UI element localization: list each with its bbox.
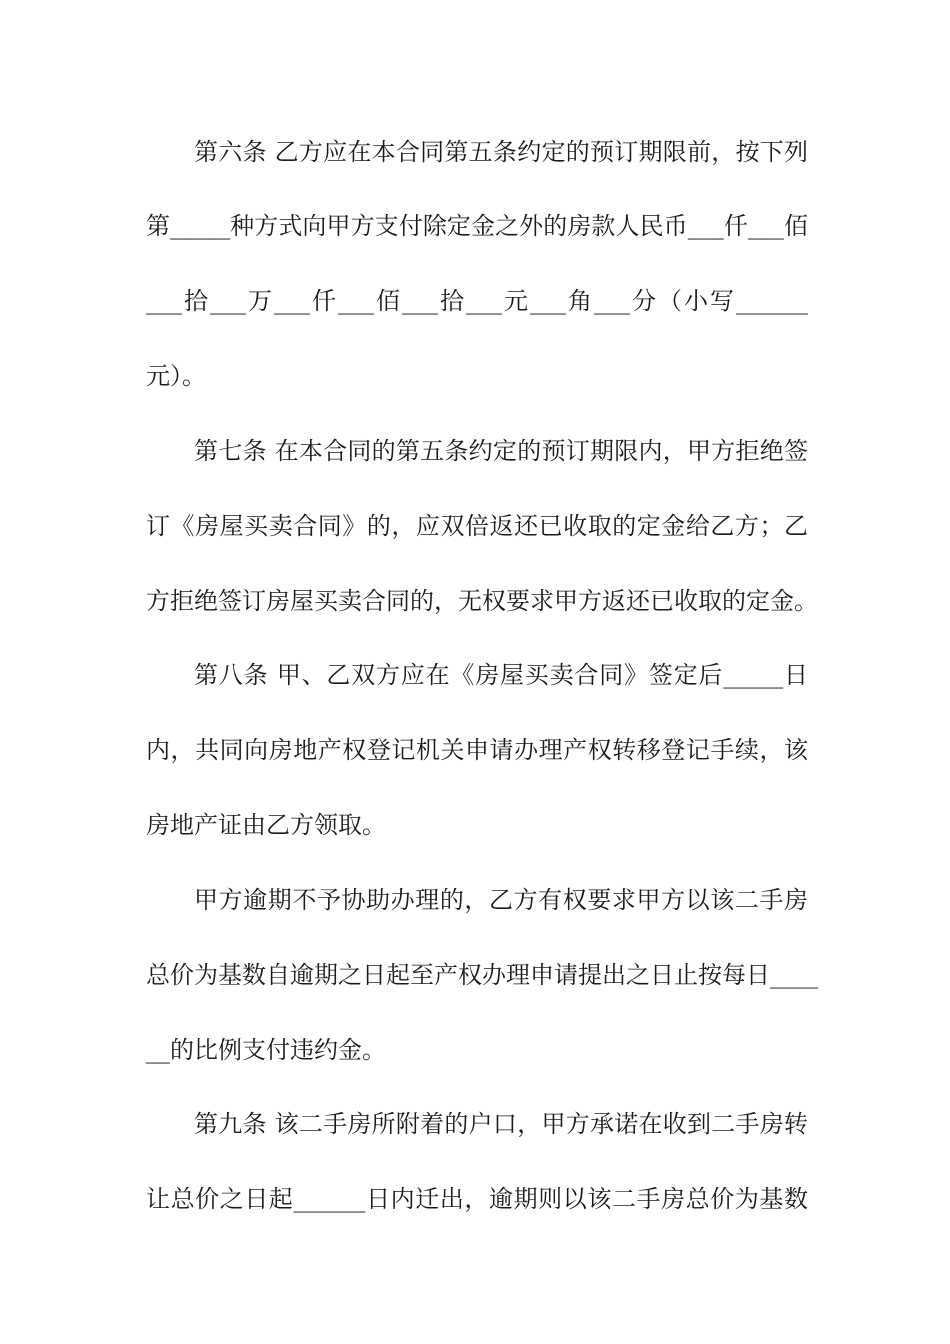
penalty-line-3: __的比例支付违约金。 bbox=[146, 1036, 386, 1064]
article-8-line-3: 房地产证由乙方领取。 bbox=[146, 811, 386, 839]
article-6-line-3: ___拾___万___仟___佰___拾___元___角___分（小写______ bbox=[146, 287, 808, 315]
penalty-line-1: 甲方逾期不予协助办理的，乙方有权要求甲方以该二手房 bbox=[194, 886, 808, 914]
penalty-line-2: 总价为基数自逾期之日起至产权办理申请提出之日止按每日____ bbox=[146, 961, 818, 989]
article-9-line-2: 让总价之日起______日内迁出，逾期则以该二手房总价为基数 bbox=[146, 1185, 808, 1213]
article-8-line-2: 内，共同向房地产权登记机关申请办理产权转移登记手续，该 bbox=[146, 736, 808, 764]
article-7-line-1: 第七条 在本合同的第五条约定的预订期限内，甲方拒绝签 bbox=[194, 437, 808, 465]
article-6-line-2: 第_____种方式向甲方支付除定金之外的房款人民币___仟___佰 bbox=[146, 212, 808, 240]
article-7-line-3: 方拒绝签订房屋买卖合同的，无权要求甲方返还已收取的定金。 bbox=[146, 587, 818, 615]
article-9-line-1: 第九条 该二手房所附着的户口，甲方承诺在收到二手房转 bbox=[194, 1110, 808, 1138]
article-7-line-2: 订《房屋买卖合同》的，应双倍返还已收取的定金给乙方；乙 bbox=[146, 512, 808, 540]
article-8-line-1: 第八条 甲、乙双方应在《房屋买卖合同》签定后_____日 bbox=[194, 661, 808, 689]
article-6-line-1: 第六条 乙方应在本合同第五条约定的预订期限前，按下列 bbox=[194, 138, 808, 166]
article-6-line-4: 元）。 bbox=[146, 362, 206, 390]
